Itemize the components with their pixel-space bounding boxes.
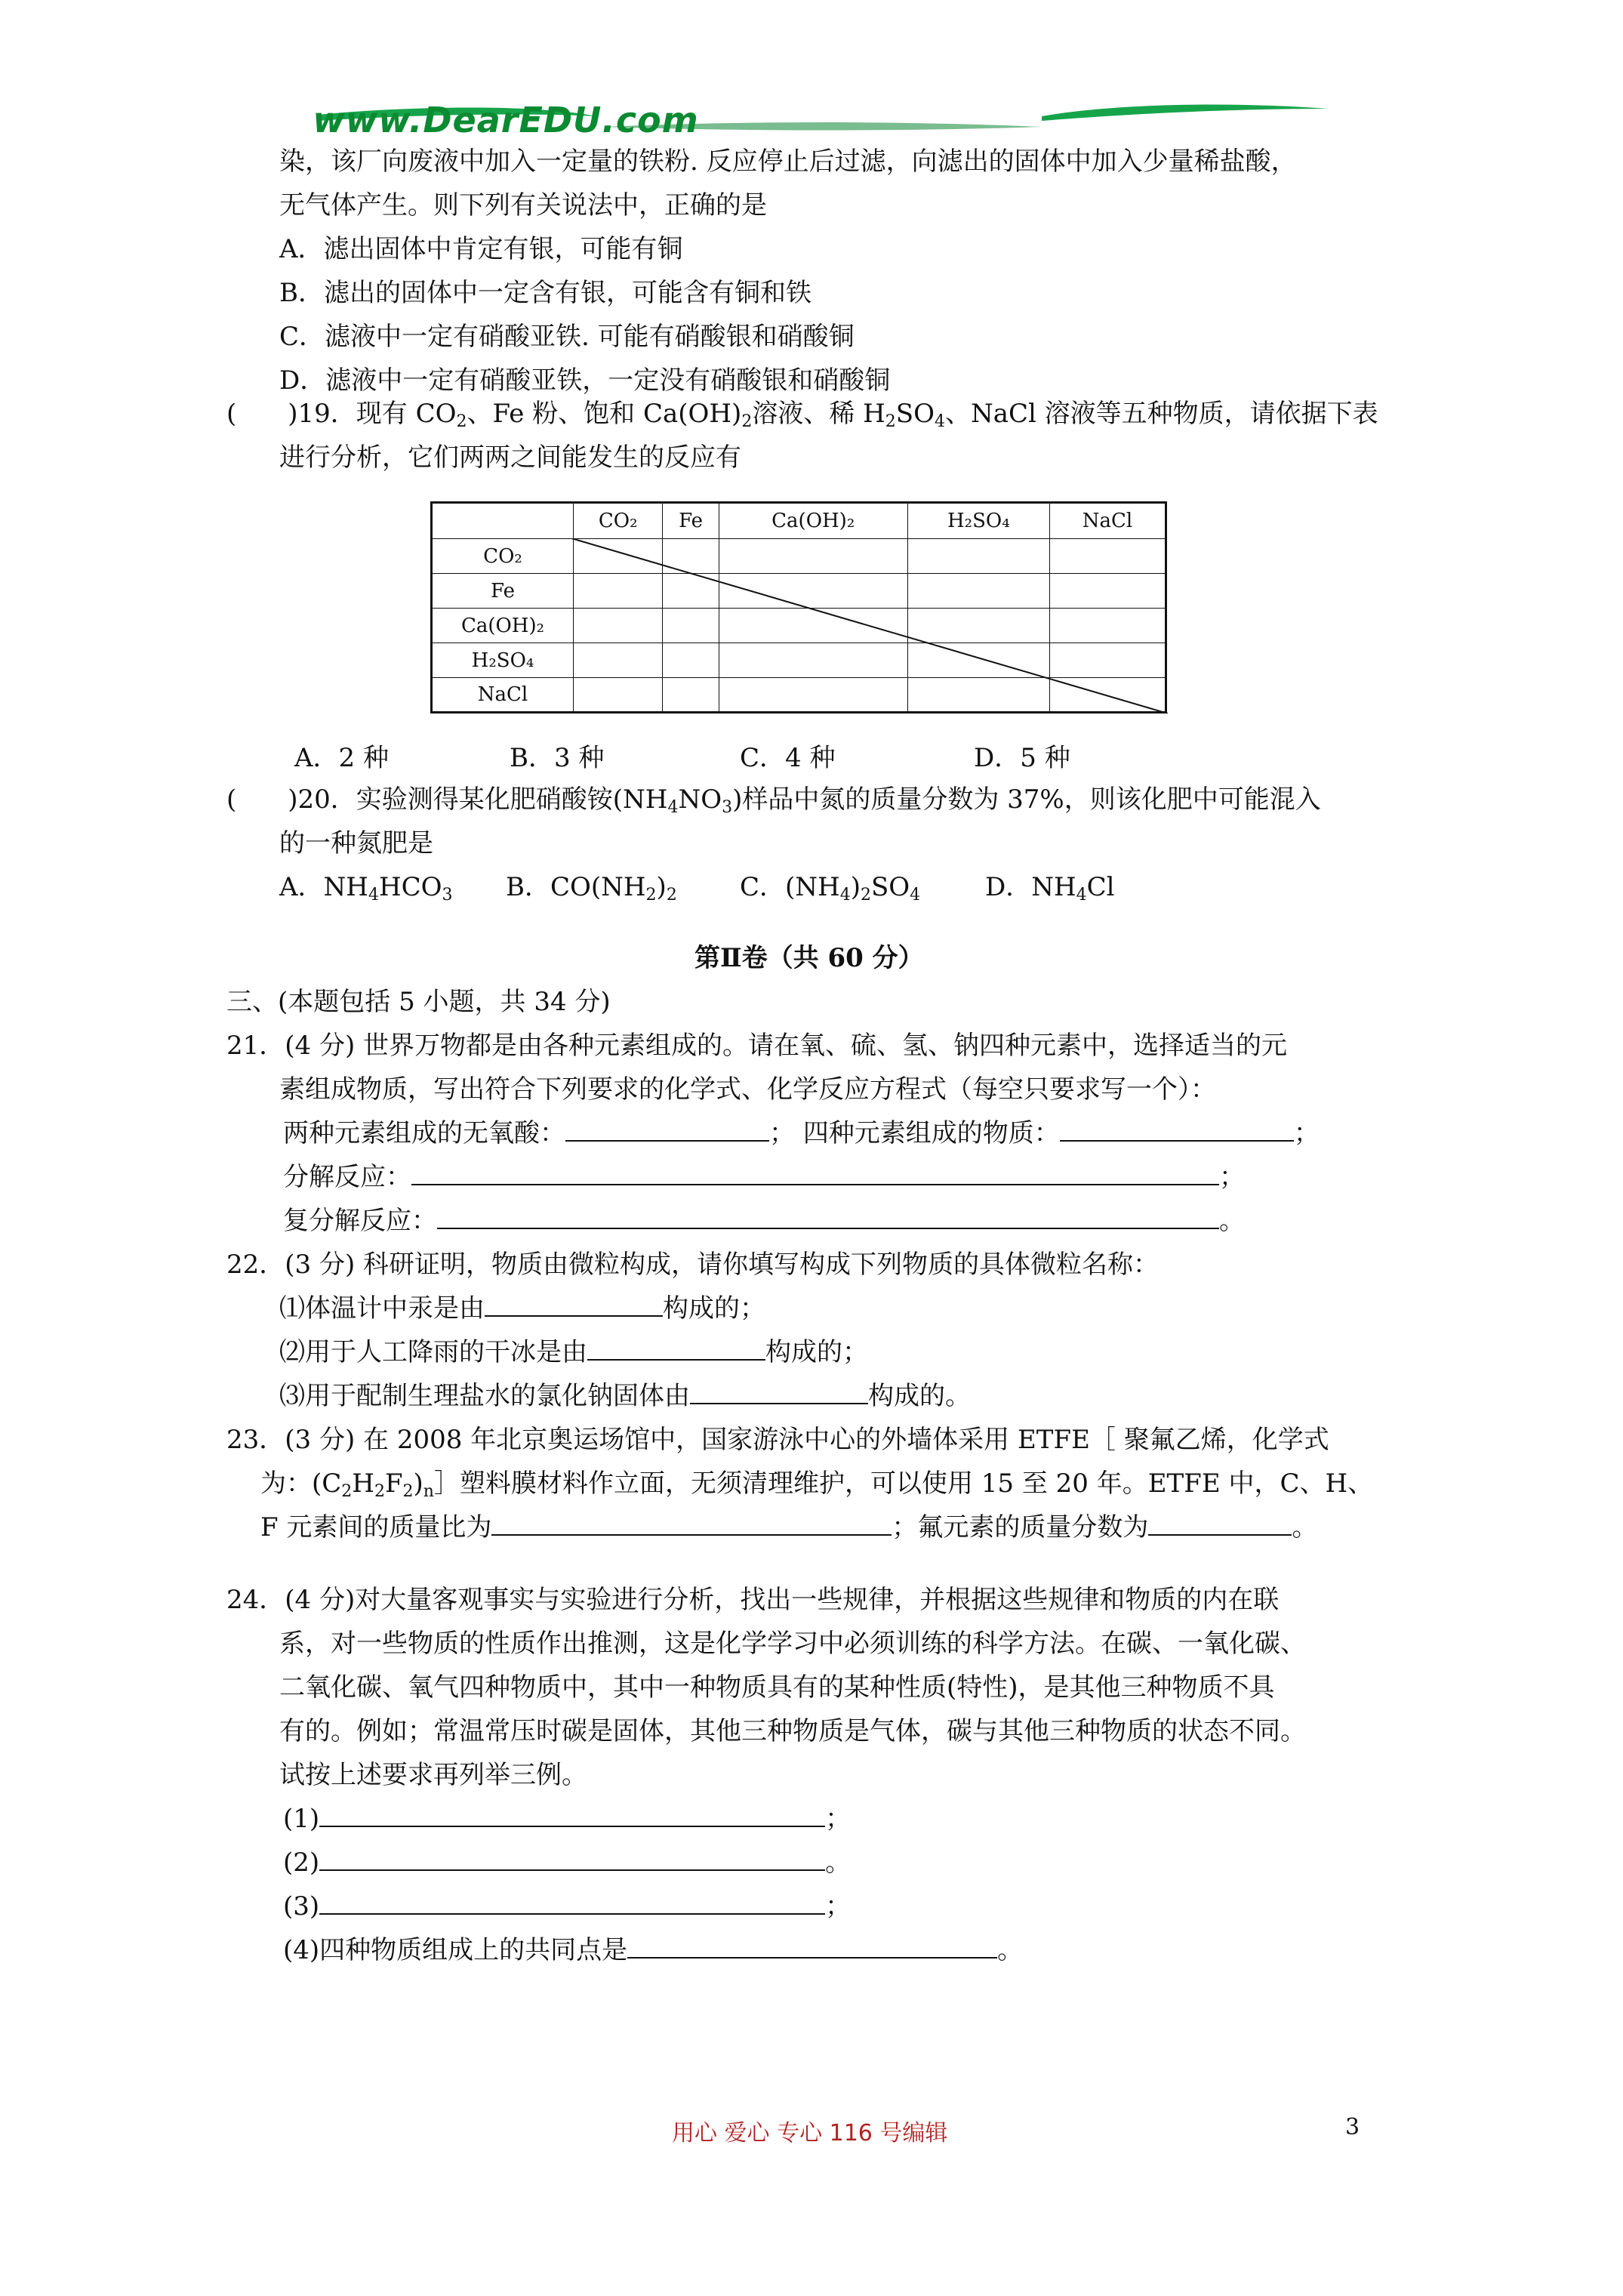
q22-item3: ⑶用于配制生理盐水的氯化钠固体由 构成的。	[279, 1374, 971, 1418]
q19-option-a: A．2 种	[294, 743, 389, 773]
q24-line5: 试按上述要求再列举三例。	[279, 1760, 587, 1790]
q23-line1: 23．(3 分) 在 2008 年北京奥运场馆中，国家游泳中心的外墙体采用 ETFE［ 聚氟乙烯，化学式	[226, 1425, 1329, 1455]
part2-title: 第Ⅱ卷（共 60 分）	[694, 943, 924, 973]
q24-line4: 有的。例如；常温常压时碳是固体，其他三种物质是气体，碳与其他三种物质的状态不同。	[279, 1716, 1306, 1746]
q20-stem-line1: ( )20．实验测得某化肥硝酸铵$(NH_4NO_3)$样品中氮的质量分数为 37%，则该化肥中可能混入	[226, 784, 1321, 817]
q20-stem-line2: 的一种氮肥是	[279, 828, 433, 858]
q24-line1: 24．(4 分)对大量客观事实与实验进行分析，找出一些规律，并根据这些规律和物质的内在联	[226, 1585, 1280, 1615]
table-col-header: H₂SO₄	[907, 503, 1049, 539]
q20-option-b: B．$CO(NH_2)_2$	[506, 872, 677, 905]
table-row-header: CO₂	[432, 539, 574, 574]
q24-item4: (4)四种物质组成上的共同点是 。	[283, 1928, 1023, 1972]
answer-blank[interactable]	[411, 1158, 1219, 1185]
q18-option-d: D．滤液中一定有硝酸亚铁，一定没有硝酸银和硝酸铜	[279, 365, 891, 396]
table-col-header: CO₂	[574, 503, 663, 539]
q22-item2: ⑵用于人工降雨的干冰是由 构成的；	[279, 1330, 868, 1374]
q18-option-a: A．滤出固体中肯定有银，可能有铜	[279, 234, 683, 264]
table-row-header: Fe	[432, 574, 574, 609]
q18-line1: 染，该厂向废液中加入一定量的铁粉. 反应停止后过滤，向滤出的固体中加入少量稀盐酸，	[279, 146, 1297, 177]
answer-blank[interactable]	[485, 1290, 663, 1317]
table-col-header: NaCl	[1049, 503, 1166, 539]
table-row-header: H₂SO₄	[432, 643, 574, 678]
answer-blank[interactable]	[491, 1509, 892, 1536]
table-col-header: Ca(OH)₂	[719, 503, 907, 539]
q19-option-c: C．4 种	[740, 743, 836, 773]
q22-line1: 22．(3 分) 科研证明，物质由微粒构成，请你填写构成下列物质的具体微粒名称：	[226, 1250, 1160, 1280]
table-corner	[432, 503, 574, 539]
answer-blank[interactable]	[1060, 1114, 1294, 1142]
q24-line2: 系，对一些物质的性质作出推测，这是化学学习中必须训练的科学方法。在碳、一氧化碳、	[279, 1629, 1306, 1659]
table-col-header: Fe	[663, 503, 719, 539]
q21-blanks-row1: 两种元素组成的无氧酸： ； 四种元素组成的物质： ；	[283, 1111, 1320, 1155]
q20-option-c: C．$(NH_4)_2SO_4$	[740, 872, 921, 905]
q21-line2: 素组成物质，写出符合下列要求的化学式、化学反应方程式（每空只要求写一个）：	[279, 1074, 1216, 1105]
q24-line3: 二氧化碳、氧气四种物质中，其中一种物质具有的某种性质(特性)，是其他三种物质不具	[279, 1672, 1275, 1703]
q22-item1: ⑴体温计中汞是由 构成的；	[279, 1287, 765, 1330]
q19-stem-line1: ( )19．现有 $CO_2$、Fe 粉、饱和 $Ca(OH)_2$溶液、稀 $H_2SO_4$、NaCl 溶液等五种物质，请依据下表	[226, 399, 1378, 431]
answer-blank[interactable]	[587, 1333, 765, 1361]
answer-blank[interactable]	[565, 1114, 769, 1142]
q19-option-b: B．3 种	[510, 743, 605, 773]
table-diagonal-line	[571, 538, 1168, 713]
answer-blank[interactable]	[1148, 1509, 1292, 1536]
q23-line2: 为：$(C_2H_2F_2)_n]$塑料膜材料作立面，无须清理维护，可以使用 15 至 20 年。ETFE 中，C、H、	[260, 1469, 1374, 1501]
q20-option-d: D．$NH_4Cl$	[985, 872, 1115, 905]
page-number: 3	[1345, 2114, 1360, 2140]
footer-editor-note: 用心 爱心 专心 116 号编辑	[672, 2120, 948, 2147]
answer-blank[interactable]	[627, 1931, 997, 1959]
table-row-header: Ca(OH)₂	[432, 609, 574, 643]
q21-blanks-row3: 复分解反应： 。	[283, 1199, 1245, 1243]
answer-blank[interactable]	[319, 1800, 825, 1827]
q24-item1: (1) ；	[283, 1797, 851, 1841]
q18-option-b: B．滤出的固体中一定含有银，可能含有铜和铁	[279, 278, 812, 308]
q21-blanks-row2: 分解反应： ；	[283, 1155, 1245, 1199]
q23-line3: F 元素间的质量比为 ；氟元素的质量分数为 。	[260, 1505, 1317, 1549]
answer-blank[interactable]	[319, 1888, 825, 1915]
q24-item3: (3) ；	[283, 1885, 851, 1928]
q18-option-c: C．滤液中一定有硝酸亚铁. 可能有硝酸银和硝酸铜	[279, 322, 855, 352]
site-logo: www.DearEDU.com	[313, 100, 699, 140]
table-row-header: NaCl	[432, 678, 574, 713]
q19-stem-line2: 进行分析，它们两两之间能发生的反应有	[279, 442, 741, 473]
q19-option-d: D．5 种	[974, 743, 1070, 773]
answer-blank[interactable]	[319, 1844, 825, 1871]
q20-option-a: A．$NH_4HCO_3$	[279, 872, 453, 905]
answer-blank[interactable]	[690, 1377, 868, 1404]
q24-item2: (2) 。	[283, 1841, 851, 1885]
q21-line1: 21．(4 分) 世界万物都是由各种元素组成的。请在氧、硫、氢、钠四种元素中，选择适当的元	[226, 1031, 1288, 1061]
answer-blank[interactable]	[437, 1202, 1219, 1229]
q18-line2: 无气体产生。则下列有关说法中，正确的是	[279, 190, 767, 220]
section-3-heading: 三、(本题包括 5 小题，共 34 分)	[226, 987, 611, 1017]
